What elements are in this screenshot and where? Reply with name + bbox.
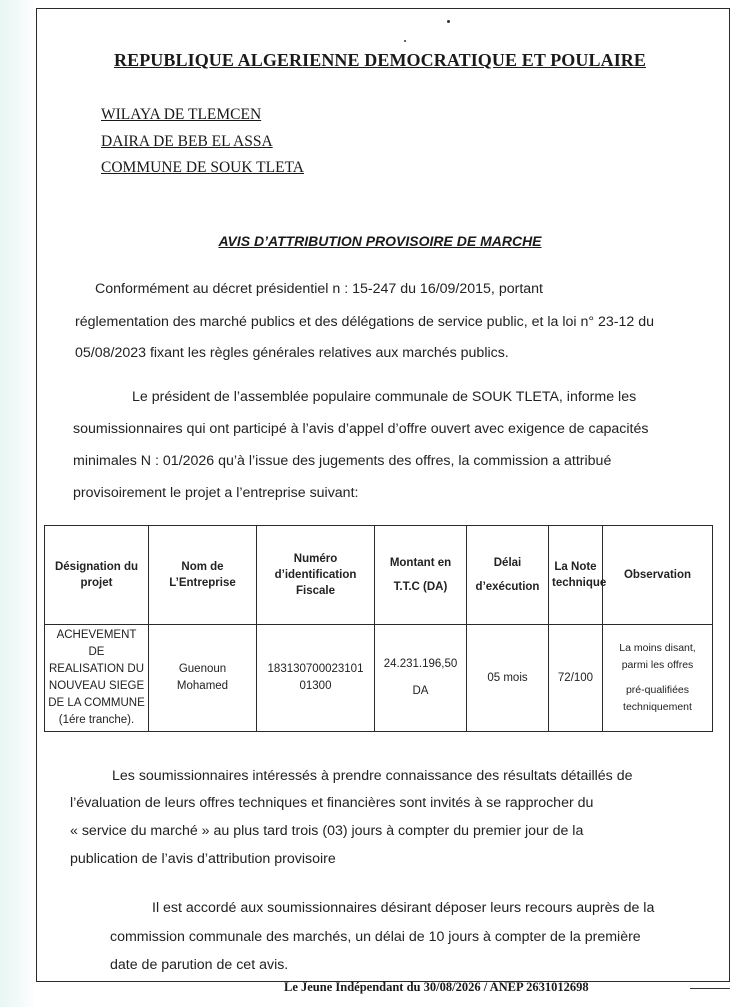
attribution-table	[44, 525, 713, 732]
cell-note: 72/100	[549, 625, 603, 732]
president-line-4: provisoirement le projet a l’entreprise suivant:	[73, 485, 359, 501]
scan-speck	[404, 40, 406, 42]
intro-line-1: Conformément au décret présidentiel n : 15-247 du 16/09/2015, portant	[95, 281, 543, 297]
recours-line-3: date de parution de cet avis.	[110, 957, 289, 973]
president-line-1: Le président de l’assemblée populaire communale de SOUK TLETA, informe les	[132, 389, 637, 405]
cell-observation: La moins disant, parmi les offres pré-qualifiées techniquement	[603, 625, 713, 732]
scan-speck	[447, 20, 450, 23]
intro-line-3: 05/08/2023 fixant les règles générales relatives aux marchés publics.	[75, 345, 509, 361]
commune-line: COMMUNE DE SOUK TLETA	[101, 159, 304, 176]
header-delai: Délai d’exécution	[467, 526, 549, 625]
footer-rule	[690, 988, 730, 989]
republic-heading: REPUBLIQUE ALGERIENNE DEMOCRATIQUE ET POULAIRE	[113, 50, 647, 70]
wilaya-line: WILAYA DE TLEMCEN	[101, 106, 262, 123]
header-designation: Désignation du projet	[45, 526, 149, 625]
table-header-row	[45, 526, 713, 625]
header-note: La Note technique	[549, 526, 603, 625]
cell-designation: ACHEVEMENT DE REALISATION DU NOUVEAU SIEGE DE LA COMMUNE (1ére tranche).	[45, 625, 149, 732]
president-line-3: minimales N : 01/2026 qu’à l’issue des jugements des offres, la commission a attribué	[73, 453, 612, 469]
intro-line-2: réglementation des marché publics et des délégations de service public, et la loi n° 23-12 du	[75, 314, 655, 330]
header-entreprise: Nom de L’Entreprise	[149, 526, 257, 625]
header-observation: Observation	[603, 526, 713, 625]
publication-footer: Le Jeune Indépendant du 30/08/2026 / ANEP 2631012698	[284, 980, 589, 994]
daira-line: DAIRA DE BEB EL ASSA	[101, 133, 273, 150]
table-row	[45, 625, 713, 732]
recours-line-1: Il est accordé aux soumissionnaires désirant déposer leurs recours auprès de la	[152, 900, 655, 916]
header-nif: Numéro d’identification Fiscale	[257, 526, 375, 625]
results-line-3: « service du marché » au plus tard trois (03) jours à compter du premier jour de la	[70, 823, 584, 839]
scan-edge	[0, 0, 36, 1007]
cell-entreprise: Guenoun Mohamed	[149, 625, 257, 732]
cell-nif: 183130700023101 01300	[257, 625, 375, 732]
notice-title: AVIS D’ATTRIBUTION PROVISOIRE DE MARCHE	[218, 233, 542, 249]
header-montant: Montant en T.T.C (DA)	[375, 526, 467, 625]
recours-line-2: commission communale des marchés, un délai de 10 jours à compter de la première	[110, 929, 641, 945]
cell-montant: 24.231.196,50 DA	[375, 625, 467, 732]
results-line-4: publication de l’avis d’attribution provisoire	[70, 851, 336, 867]
cell-delai: 05 mois	[467, 625, 549, 732]
results-line-1: Les soumissionnaires intéressés à prendre connaissance des résultats détaillés de	[112, 768, 633, 784]
results-line-2: l’évaluation de leurs offres techniques et financières sont invités à se rapprocher du	[70, 795, 594, 811]
president-line-2: soumissionnaires qui ont participé à l’avis d’appel d’offre ouvert avec exigence de capacités	[73, 421, 649, 437]
